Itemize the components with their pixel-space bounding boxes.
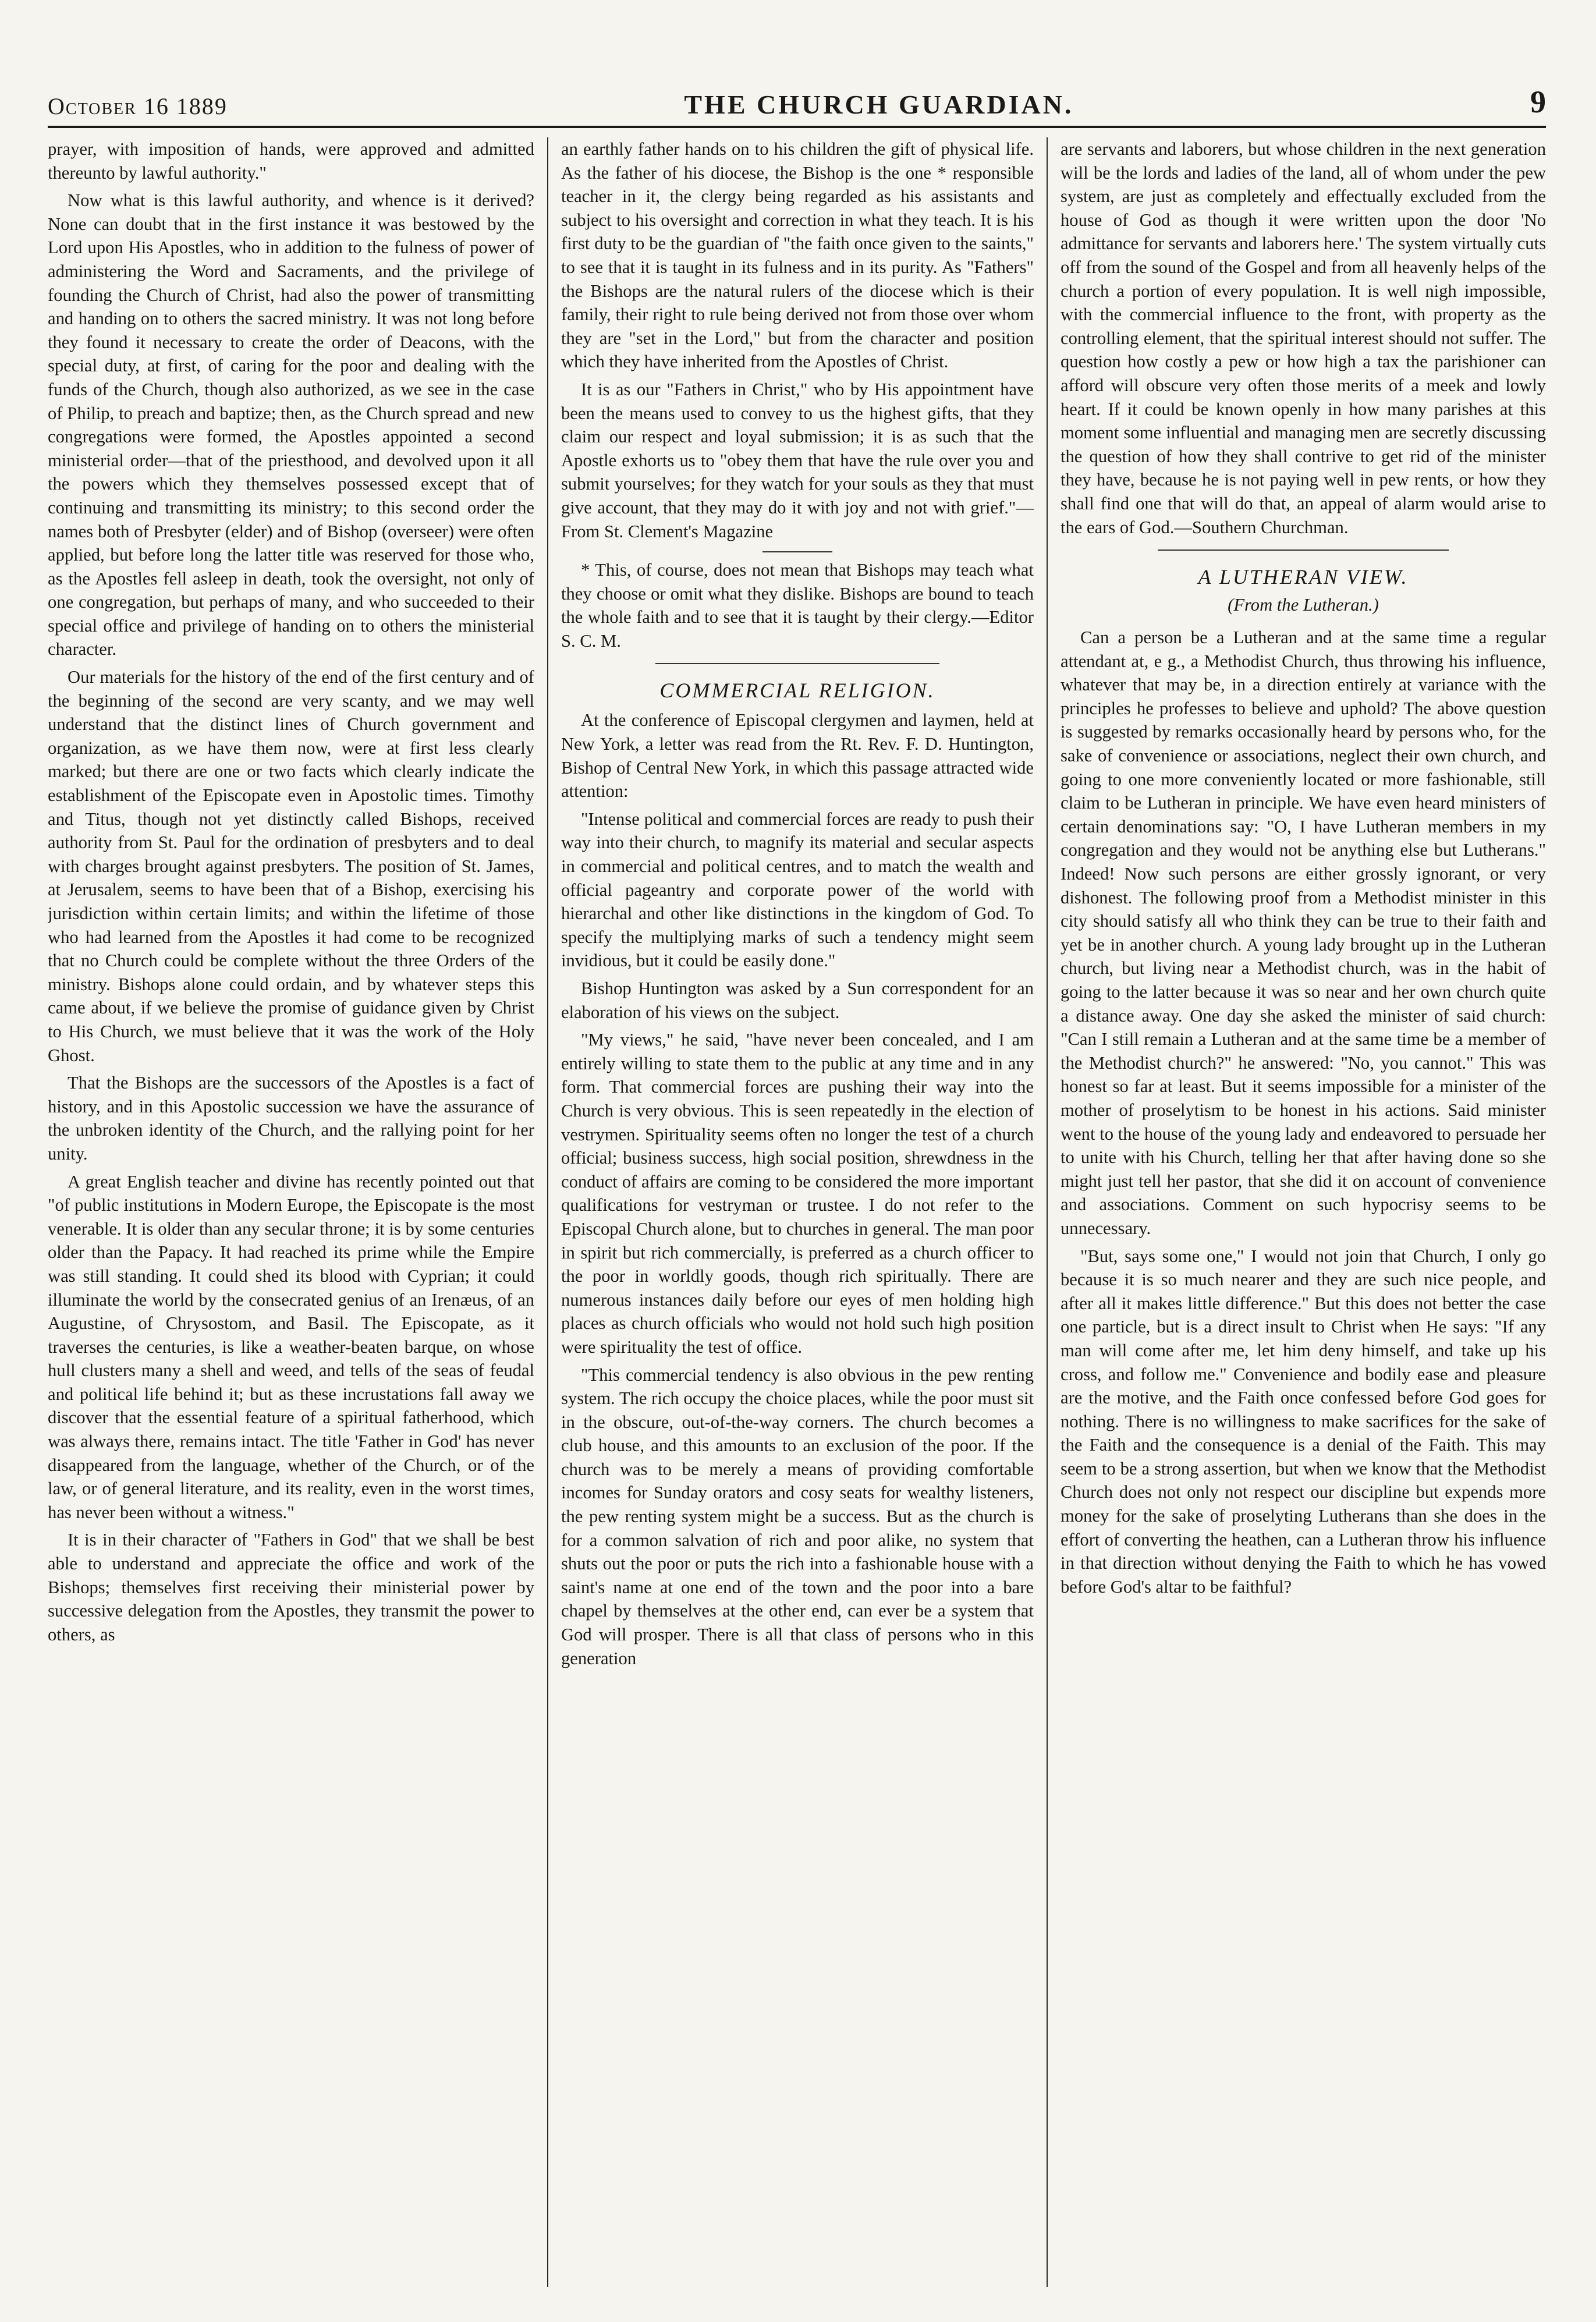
paragraph: A great English teacher and divine has recently pointed out that "of public institutions in Modern Europe, the Episcopate is the most venerable. It is older than any secular throne; it is by some centuries older than the Papacy. It had reached its prime while the Empire was still standing. It could shed its blood with Cyprian; it could illuminate the world by the consecrated genius of an Irenæus, of an Augustine, of Chrysostom, and Basil. The Episcopate, as it traverses the centuries, is like a weather-beaten barque, on whose hull clusters many a shell and weed, and tells of the seas of feudal and political life behind it; but as these incrustations fall away we discover that the essential feature of a spiritual fatherhood, which was always there, remains intact. The title 'Father in God' has never disappeared from the language, whether of the Church, or of the law, or of general literature, and its reality, even in the worst times, has never been without a witness." [48,1171,534,1522]
paragraph: prayer, with imposition of hands, were approved and admitted thereunto by lawful authority." [48,139,534,183]
issue-date: October 16 1889 [48,93,228,119]
paragraph: "My views," he said, "have never been concealed, and I am entirely willing to state them to the public at any time and in any form. That commercial forces are pushing their way into the Church is very obvious. This is seen repeatedly in the election of vestrymen. Spirituality seems often no longer the test of a church official; business success, high social position, shrewdness in the conduct of affairs are coming to be considered the more important qualifications for vestryman or trustee. I do not refer to the Episcopal Church alone, but to churches in general. The man poor in spirit but rich commercially, is preferred as a church officer to the poor in worldly goods, though rich spiritually. There are numerous instances daily before our eyes of men holding high places as church officials who would not hold such high position were spirituality the test of office. [561,1030,1034,1357]
paragraph: "But, says some one," I would not join that Church, I only go because it is so much nearer and they are such nice people, and after all it makes little difference." But this does not better the case one particle, but is a direct insult to Christ when He says: "If any man will come after me, let him deny himself, and take up his cross, and follow me." Convenience and bodily ease and pleasure are the motive, and the Faith once confessed before God goes for nothing. There is no willingness to make sacrifices for the sake of the Faith and the consequence is a denial of the Faith. This may seem to be a strong assertion, but when we know that the Methodist Church does not only not respect our discipline but expends more money for the sake of proselyting Lutherans than she does in the effort of converting the heathen, can a Lutheran throw his influence in that direction without denying the Faith to which he has vowed before God's altar to be faithful? [1061,1246,1546,1597]
paragraph: That the Bishops are the successors of the Apostles is a fact of history, and in this Apostolic succession we have the assurance of the unbroken identity of the Church, and the rallying point for her unity. [48,1073,534,1164]
article-columns [48,137,1546,2287]
paragraph: "This commercial tendency is also obvious in the pew renting system. The rich occupy the choice places, while the poor must sit in the obscure, out-of-the-way corners. The church becomes a club house, and this amounts to an exclusion of the poor. If the church was to be merely a means of providing comfortable incomes for Sunday orators and cosy seats for wealthy listeners, the pew renting system might be a success. But as the church is for a common salvation of rich and poor alike, no system that shuts out the poor or puts the rich into a fashionable house with a saint's name at one end of the town and the poor into a bare chapel by themselves at the other end, can ever be a system that God will prosper. There is all that class of persons who in this generation [561,1364,1034,1668]
paragraph: an earthly father hands on to his children the gift of physical life. As the father of his diocese, the Bishop is the one * responsible teacher in it, the clergy being regarded as his assistants and subject to his oversight and correction in what they teach. It is his first duty to be the guardian of "the faith once given to the saints," to see that it is taught in its fulness and in its purity. As "Fathers" the Bishops are the natural rulers of the diocese which is their family, their right to rule being derived not from those over whom they are "set in the Lord," but from the character and position which they have inherited from the Apostles of Christ. [561,139,1034,372]
paragraph: At the conference of Episcopal clergymen and laymen, held at New York, a letter was read from the Rt. Rev. F. D. Huntington, Bishop of Central New York, in which this passage attracted wide attention: [561,710,1034,802]
paragraph: It is as our "Fathers in Christ," who by His appointment have been the means used to convey to us the highest gifts, that they claim our respect and loyal submission; it is as such that the Apostle exhorts us to "obey them that have the rule over you and submit yourselves; for they watch for your souls as they that must give account, that they may do it with joy and not with grief."—From St. Clement's Magazine [561,379,1034,541]
paragraph: "Intense political and commercial forces are ready to push their way into their church, to magnify its material and secular aspects in commercial and political centres, and to match the wealth and official pageantry and corporate power of the world with hierarchal and other like distinctions in the kingdom of God. To specify the multiplying marks of such a tendency might seem invidious, but it could be easily done." [561,809,1034,971]
paragraph: Our materials for the history of the end of the first century and of the beginning of the second are very scanty, and we may well understand that the distinct lines of Church government and organization, as we have them now, were at first less clearly marked; but there are one or two facts which clearly indicate the establishment of the Episcopate even in Apostolic times. Timothy and Titus, though not yet distinctly called Bishops, received authority from St. Paul for the ordination of presbyters and to deal with charges brought against presbyters. The position of St. James, at Jerusalem, seems to have been that of a Bishop, exercising his jurisdiction within certain limits; and within the lifetime of those who had learned from the Apostles it had come to be recognized that no Church could be complete without the three Orders of the ministry. Bishops alone could ordain, and by whatever steps this came about, if we believe the promise of guidance given by Christ to His Church, we must believe that it was the work of the Holy Ghost. [48,667,534,1065]
section-divider [655,663,939,664]
page-number: 9 [1530,84,1546,119]
section-divider [1158,550,1449,551]
article-source: (From the Lutheran.) [1228,595,1379,615]
paragraph: Now what is this lawful authority, and whence is it derived? None can doubt that in the first instance it was bestowed by the Lord upon His Apostles, who in addition to the fulness of power of administering the Word and Sacraments, and the privilege of founding the Church of Christ, had also the power of transmitting and handing on to others the sacred ministry. It was not long before they found it necessary to create the order of Deacons, with the special duty, at first, of caring for the poor and dealing with the funds of the Church, though also authorized, as we see in the case of Philip, to preach and baptize; then, as the Church spread and new congregations were formed, the Apostles appointed a second ministerial order—that of the priesthood, and devolved upon it all the powers which they themselves possessed except that of continuing and transmitting its ministry; to this second order the names both of Presbyter (elder) and of Bishop (overseer) were often applied, but before long the latter title was reserved for those who, as the Apostles fell asleep in death, took the oversight, not only of one congregation, but perhaps of many, and who succeeded to their special office and privilege of handing on to others the ministerial character. [48,190,534,660]
column-3 [1047,137,1546,2287]
paragraph: Can a person be a Lutheran and at the same time a regular attendant at, e g., a Methodist Church, thus throwing his influence, whatever that may be, in a direction entirely at variance with the principles he professes to believe and uphold? The above question is suggested by remarks occasionally heard by persons who, for the sake of convenience or associations, neglect their own church, and going to one more conveniently located or more fashionable, still claim to be Lutheran in principle. We have even heard ministers of certain denominations say: "O, I have Lutheran members in my congregation and they would not be anything else but Lutherans." Indeed! Now such persons are either grossly ignorant, or very dishonest. The following proof from a Methodist minister in this city should satisfy all who think they can be true to their faith and yet be in another church. A young lady brought up in the Lutheran church, but living near a Methodist church, was in the habit of going to the latter because it was so near and her own church quite a distance away. One day she asked the minister of said church: "Can I still remain a Lutheran and at the same time be a member of the Methodist church?" he answered: "No, you cannot." This was honest so far at least. But it seems impossible for a minister of the mother of proselytism to be honest in his actions. Said minister went to the house of the young lady and endeavored to persuade her to unite with his Church, telling her that after having done so she might just tell her pastor, that she did it on account of convenience and associations. Comment on such hypocrisy seems to be unnecessary. [1061,628,1546,1238]
paragraph: Bishop Huntington was asked by a Sun correspondent for an elaboration of his views on the subject. [561,979,1034,1022]
paragraph: It is in their character of "Fathers in God" that we shall be best able to understand and appreciate the office and work of the Bishops; themselves first receiving their ministerial power by successive delegation from the Apostles, they transmit the power to others, as [48,1530,534,1644]
footnote: * This, of course, does not mean that Bishops may teach what they choose or omit what they dislike. Bishops are bound to teach the whole faith and to see that it is taught by their clergy.—Editor S. C. M. [561,560,1034,651]
paragraph: are servants and laborers, but whose children in the next generation will be the lords and ladies of the land, all of whom under the pew system, are just as completely and effectually excluded from the house of God as though it were written upon the door 'No admittance for servants and laborers here.' The system virtually cuts off from the sound of the Gospel and from all heavenly helps of the church a portion of every population. It is well nigh impossible, with the commercial influence to the front, with property as the controlling element, that the spiritual interest should not suffer. The question how costly a pew or how high a tax the parishioner can afford will obscure very often those merits of a meek and lowly heart. If it could be known openly in how many parishes at this moment some influential and managing men are secretly discussing the question of how they shall contrive to get rid of the minister they have, because he is not paying well in pew rents, or how they shall find one that will do that, an appeal of alarm would arise to the ears of God.—Southern Churchman. [1061,139,1546,537]
article-heading-lutheran-view: A LUTHERAN VIEW. [1198,565,1409,589]
masthead [48,81,1546,128]
article-heading-commercial-religion: COMMERCIAL RELIGION. [659,679,935,703]
column-1 [48,137,547,2287]
footnote-separator [762,551,832,552]
column-2 [547,137,1047,2287]
newspaper-title: THE CHURCH GUARDIAN. [684,90,1074,119]
